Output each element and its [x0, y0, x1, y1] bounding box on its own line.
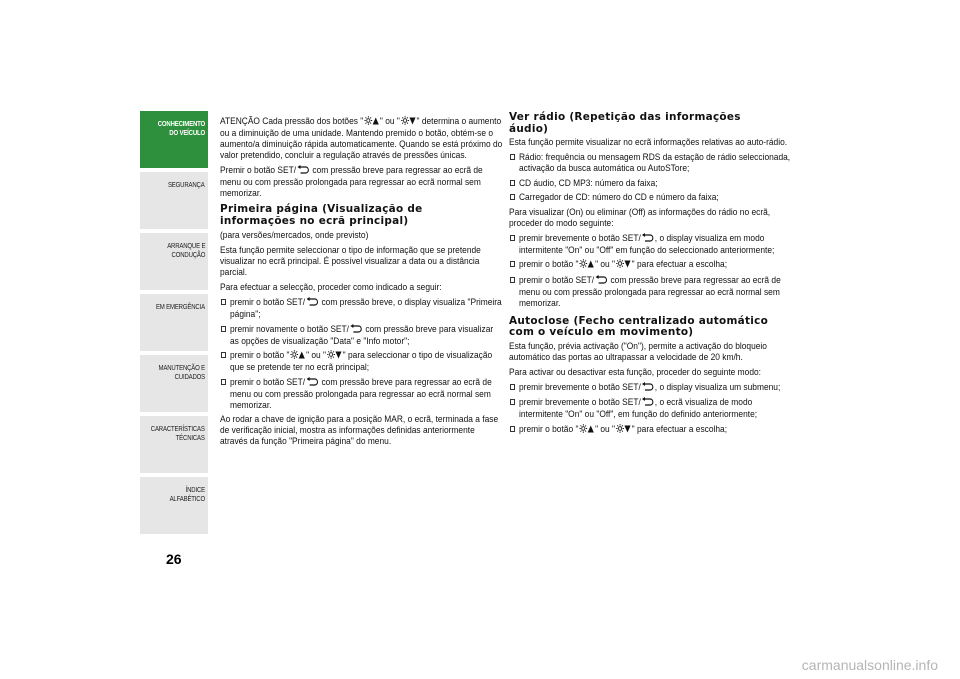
sidebar-item-label: CARACTERÍSTICAS TÉCNICAS [151, 426, 205, 442]
paragraph-autoclose-instruction: Para activar ou desactivar esta função, proceder do seguinte modo: [509, 366, 761, 378]
brightness-down-icon [401, 116, 416, 128]
set-return-icon [595, 275, 607, 287]
heading-autoclose: Autoclose (Fecho centralizado automático com o veículo em movimento) [509, 313, 769, 338]
list-item: CD áudio, CD MP3: número da faixa; [509, 178, 794, 189]
list-item: premir o botão SET/ com pressão breve, o display visualiza "Primeira página"; [220, 297, 505, 320]
paragraph-description: Esta função permite seleccionar o tipo de informação que se pretende visualizar no ecrã principal. É possível visualizar a data ou a distância parcial. [220, 245, 481, 278]
list-item: premir o botão SET/ com pressão breve para regressar ao ecrã de menu ou com pressão prolongada para regressar ao ecrã normal sem memorizar. [220, 377, 505, 411]
paragraph-ignition: Ao rodar a chave de ignição para a posição MAR, o ecrã, terminada a fase de verificação inicial, mostra as informações definidas anteriormente através da função "Primeira página" do menu. [220, 414, 499, 447]
sidebar-item-4[interactable] [140, 355, 208, 414]
list-item: premir o botão SET/ com pressão breve para regressar ao ecrã de menu ou com pressão prolongada para regressar ao ecrã normal sem memorizar. [509, 275, 794, 309]
set-return-icon [297, 165, 309, 177]
checkbox-bullet-icon [221, 379, 226, 385]
brightness-down-icon [327, 350, 342, 362]
paragraph-radio-instruction: Para visualizar (On) ou eliminar (Off) as informações do rádio no ecrã, proceder do modo seguinte: [509, 206, 771, 229]
list-item: premir novamente o botão SET/ com pressão breve para visualizar as opções de visualização "Data" e "Info motor"; [220, 324, 505, 347]
brightness-up-icon [290, 350, 305, 362]
sidebar-item-6[interactable] [140, 477, 208, 536]
set-return-icon [642, 233, 654, 245]
checkbox-bullet-icon [221, 352, 226, 358]
heading-ver-radio: Ver rádio (Repetição das informações áudio) [509, 110, 741, 135]
paragraph-radio-desc: Esta função permite visualizar no ecrã informações relativas ao auto-rádio. [509, 137, 788, 148]
sidebar-item-label: EM EMERGÊNCIA [156, 304, 205, 311]
checkbox-bullet-icon [221, 299, 226, 305]
checkbox-bullet-icon [221, 326, 226, 332]
checkbox-bullet-icon [510, 384, 515, 390]
brightness-down-icon [616, 259, 631, 271]
brightness-down-icon [616, 424, 631, 436]
paragraph-attention: ATENÇÃO Cada pressão dos botões " " ou " " determina o aumento ou a diminuição de uma unidade. Mantendo premido o botão, obtém-se o aumento/a diminuição rápida automaticamente. Quando se está próximo do valor pretendido, concluir a regulação através de pressões únicas. [220, 116, 503, 161]
checkbox-bullet-icon [510, 194, 515, 200]
checkbox-bullet-icon [510, 235, 515, 241]
set-return-icon [642, 397, 654, 409]
brightness-up-icon [579, 259, 594, 271]
paragraph-set: Premir o botão SET/ com pressão breve para regressar ao ecrã de menu ou com pressão prolongada para regressar ao ecrã normal sem memorizar. [220, 165, 483, 199]
sidebar-item-1[interactable] [140, 172, 208, 231]
list-item: Carregador de CD: número do CD e número da faixa; [509, 192, 794, 203]
sidebar-item-5[interactable] [140, 416, 208, 475]
set-return-icon [306, 297, 318, 309]
right-column [509, 111, 794, 439]
sidebar-item-2[interactable] [140, 233, 208, 292]
page-number: 26 [166, 551, 182, 567]
brightness-up-icon [579, 424, 594, 436]
heading-note: (para versões/mercados, onde previsto) [220, 230, 369, 241]
checkbox-bullet-icon [510, 277, 515, 283]
sidebar-item-3[interactable] [140, 294, 208, 353]
watermark: carmanualsonline.info [801, 657, 938, 673]
sidebar-item-label: CONHECIMENTO DO VEÍCULO [157, 121, 205, 137]
sidebar-item-label: ARRANQUE E CONDUÇÃO [166, 243, 205, 259]
set-return-icon [306, 377, 318, 389]
list-item: premir brevemente o botão SET/ , o ecrã visualiza de modo intermitente "On" ou "Off", em função do definido anteriormente; [509, 397, 794, 420]
sidebar-item-label: SEGURANÇA [168, 182, 205, 189]
sidebar-item-label: MANUTENÇÃO E CUIDADOS [158, 365, 205, 381]
checkbox-bullet-icon [510, 399, 515, 405]
list-item: premir o botão " " ou " " para efectuar a escolha; [509, 259, 794, 271]
paragraph-autoclose-desc: Esta função, prévia activação ("On"), permite a activação do bloqueio automático das portas ao ultrapassar a velocidade de 20 km/h. [509, 340, 767, 363]
checkbox-bullet-icon [510, 426, 515, 432]
sidebar-item-label: ÍNDICE ALFABÉTICO [169, 487, 205, 503]
set-return-icon [642, 382, 654, 394]
set-return-icon [350, 324, 362, 336]
paragraph-instruction: Para efectuar a selecção, proceder como indicado a seguir: [220, 282, 442, 293]
list-item: premir brevemente o botão SET/ , o display visualiza um submenu; [509, 382, 794, 394]
checkbox-bullet-icon [510, 261, 515, 267]
sidebar-item-0[interactable] [140, 111, 208, 170]
checkbox-bullet-icon [510, 154, 515, 160]
brightness-up-icon [364, 116, 379, 128]
list-item: Rádio: frequência ou mensagem RDS da estação de rádio seleccionada, activação da busca automática ou AutoSTore; [509, 152, 794, 174]
left-column [220, 116, 505, 451]
checkbox-bullet-icon [510, 180, 515, 186]
list-item: premir o botão " " ou " " para seleccionar o tipo de visualização que se pretende ter no ecrã principal; [220, 350, 505, 373]
heading-primeira-pagina: Primeira página (Visualização de informações no ecrã principal) [220, 202, 423, 227]
list-item: premir brevemente o botão SET/ , o display visualiza em modo intermitente "On" ou "Off" em função do seleccionado anteriormente; [509, 233, 794, 256]
list-item: premir o botão " " ou " " para efectuar a escolha; [509, 424, 794, 436]
